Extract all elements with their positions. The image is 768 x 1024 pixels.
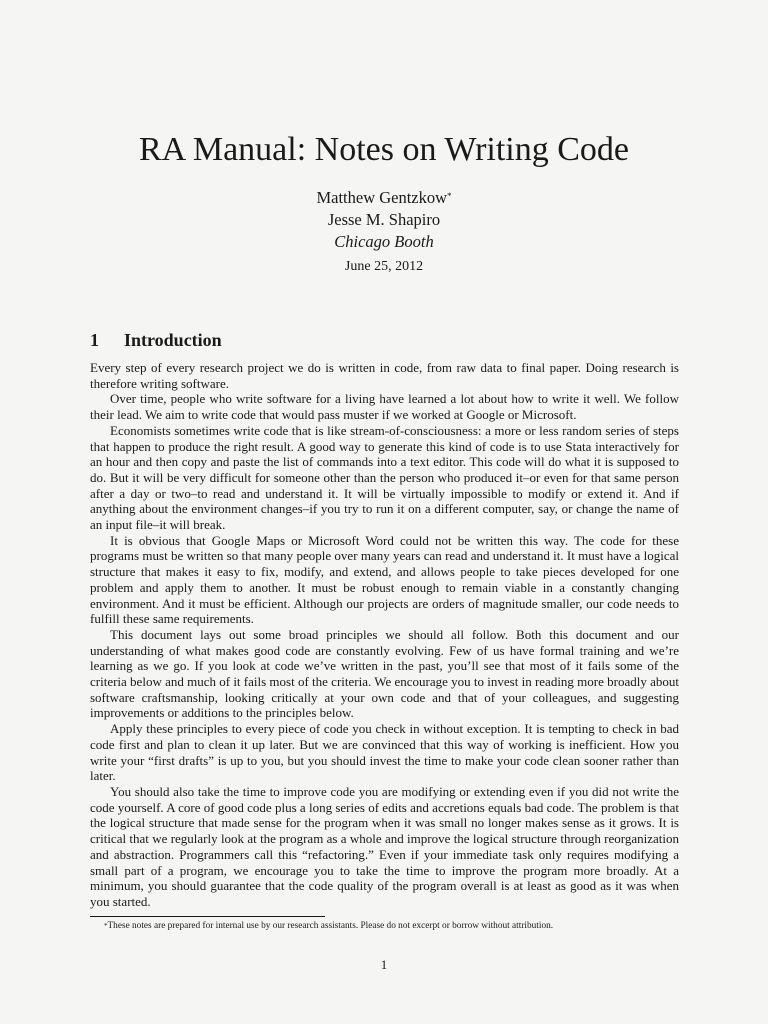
footnote-mark: * (104, 922, 108, 930)
paragraph-6: Apply these principles to every piece of code you check in without exception. It is tempting to check in bad code first and plan to clean it up later. But we are convinced that this way of working is inefficient. How you write your “first drafts” is up to you, but you should invest the time to make your code clean sooner rather than later. (90, 721, 679, 784)
paper-title: RA Manual: Notes on Writing Code (138, 131, 630, 168)
author-2: Jesse M. Shapiro (327, 210, 441, 229)
section-number: 1 (90, 330, 99, 350)
paragraph-1: Every step of every research project we do is written in code, from raw data to final paper. Doing research is therefore writing software. (90, 360, 679, 391)
section-body (90, 360, 679, 910)
footnote (90, 920, 690, 933)
page-number: 1 (380, 957, 388, 972)
paragraph-7: You should also take the time to improve code you are modifying or extending even if you did not write the code yourself. A core of good code plus a long series of edits and accretions equals bad code. The problem is that the logical structure that made sense for the program when it was small no longer makes sense as it grows. It is critical that we regularly look at the program as a whole and improve the logical structure through reorganization and abstraction. Programmers call this “refactoring.” Even if your immediate task only requires modifying a small part of a program, we encourage you to take the time to improve the program more broadly. At a minimum, you should guarantee that the code quality of the program overall is at least as good as it was when you started. (90, 783, 679, 909)
author-block (0, 187, 768, 253)
author-1 (0, 187, 768, 209)
paragraph-5: This document lays out some broad principles we should all follow. Both this document and our understanding of what makes good code are constantly evolving. Few of us have formal training and we’re learning as we go. If you look at code we’ve written in the past, you’ll see that most of it fails some of the criteria below and much of it fails most of the criteria. We encourage you to invest in reading more broadly about software craftsmanship, looking critically at your own code and that of your colleagues, and suggesting improvements or additions to the principles below. (90, 626, 679, 721)
author-1-footnote-mark: * (447, 191, 452, 201)
affiliation: Chicago Booth (334, 232, 434, 251)
section-title: Introduction (124, 330, 222, 350)
section-heading (90, 328, 222, 352)
paragraph-3: Economists sometimes write code that is like stream-of-consciousness: a more or less random series of steps that happen to produce the right result. A good way to generate this kind of code is to use Stata interactively for an hour and then copy and paste the list of commands into a text editor. This code will do what it is supposed to do. But it will be very difficult for someone other than the person who produced it–or even for that same person after a day or two–to read and understand it. It will be virtually impossible to modify or extend it. And if anything about the environment changes–if you try to run it on a different computer, say, or change the name of an input file–it will break. (90, 422, 679, 533)
paragraph-2: Over time, people who write software for a living have learned a lot about how to write it well. We follow their lead. We aim to write code that would pass muster if we worked at Google or Microsoft. (90, 391, 679, 423)
author-1-name: Matthew Gentzkow (316, 188, 448, 207)
paragraph-4: It is obvious that Google Maps or Microsoft Word could not be written this way. The code for these programs must be written so that many people over many years can read and understand it. It must have a logical structure that makes it easy to fix, modify, and extend, and allows people to take pieces developed for one problem and apply them to another. It must be robust enough to remain viable in a constantly changing environment. And it must be efficient. Although our projects are orders of magnitude smaller, our code needs to fulfill these same requirements. (90, 532, 679, 627)
paper-date: June 25, 2012 (344, 259, 424, 274)
footnote-text: These notes are prepared for internal use by our research assistants. Please do not excerpt or borrow without attribution. (107, 921, 554, 931)
footnote-rule (90, 916, 325, 917)
